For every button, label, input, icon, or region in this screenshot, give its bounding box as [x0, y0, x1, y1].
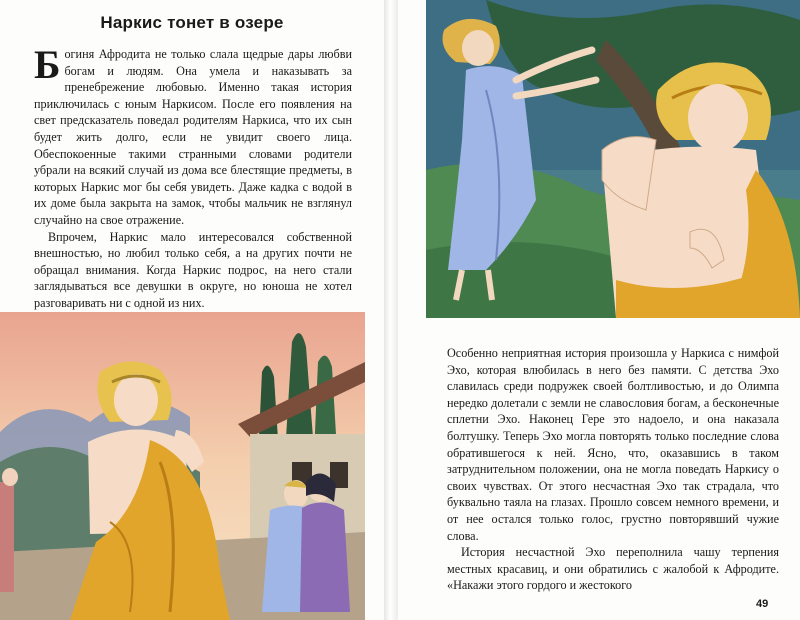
book-gutter [384, 0, 398, 620]
left-paragraph-1 [34, 42, 352, 229]
left-paragraph-2: Впрочем, Наркис мало интересовался собственной внешностью, но любил только себя, а на других почти не обращал внимания. Когда Наркис подрос, на него стали заглядываться все девушки в округе, но юноша не хотел разговаривать ни с одной из них. [34, 229, 352, 310]
illustration-narcissus-and-girls [0, 312, 365, 620]
page-number: 49 [756, 598, 769, 610]
right-paragraph-2: История несчастной Эхо переполнила чашу терпения местных красавиц, и они обратились с жалобой к Афродите. «Накажи этого гордого и жестокого [447, 545, 779, 593]
right-paragraph-1: Особенно неприятная история произошла у Наркиса с нимфой Эхо, которая влюбилась в него без памяти. С детства Эхо славилась среди подружек своей болтливостью, и до Олимпа нередко долетали с земли не славословия богам, а бесконечные сплетни Эхо. Наконец Гере это надоело, и она наказала болтушку. Теперь Эхо могла повторять только последние слова обратившегося к ней. Ясно, что, оказавшись в таком затруднительном положении, она не могла поведать Наркису о своих чувствах. От этого несчастная Эхо так страдала, что буквально таяла на глазах. Прошло совсем немного времени, и от нее остался только голос, грустно повторявший чужие слова. [447, 346, 779, 543]
left-page [0, 0, 384, 620]
chapter-title: Наркис тонет в озере [100, 13, 284, 32]
right-page-text [447, 345, 779, 594]
left-page-text [34, 42, 352, 312]
illustration-echo-and-narcissus [426, 0, 800, 318]
left-paragraph-1-text: огиня Афродита не только слала щедрые дары любви богам и людям. Она умела и наказывать за пренебрежение любовью. Именно такая история приключилась с юным Наркисом. После его появления на свет предсказатель поведал родителям Наркиса, что их сын будет жить долго, если не увидит своего лица. Обеспокоенные такими странными словами родители убрали на всякий случай из дома все блестящие предметы, в которых Наркис мог бы себя увидеть. Даже кадка с водой в их доме была закрыта на замок, чтобы мальчик не взглянул случайно на свое отражение. [34, 47, 352, 227]
drop-cap: Б [34, 42, 61, 87]
